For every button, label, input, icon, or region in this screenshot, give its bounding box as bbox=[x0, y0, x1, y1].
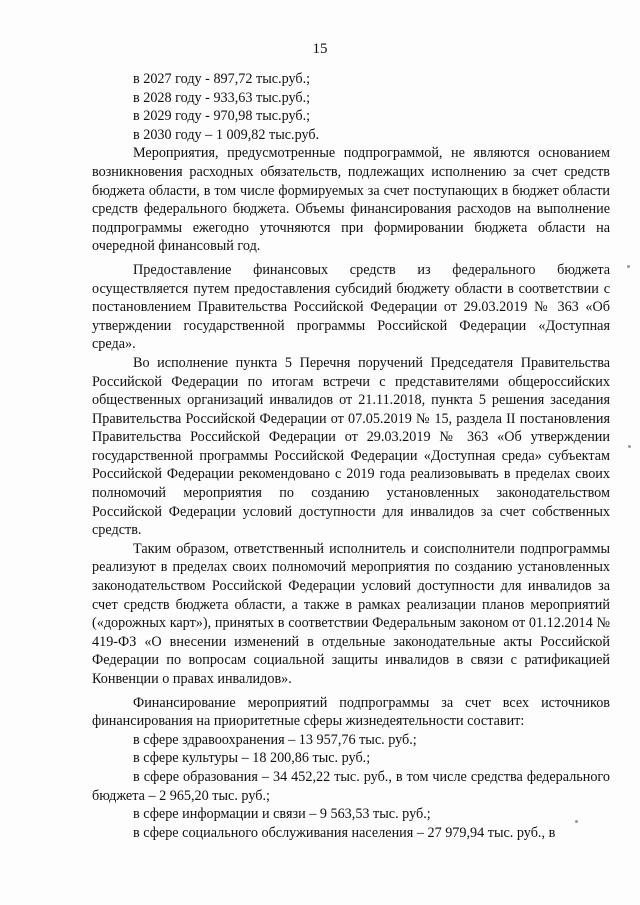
amount-line-2030: в 2030 году – 1 009,82 тыс.руб. bbox=[133, 126, 320, 143]
sphere-information: в сфере информации и связи – 9 563,53 тыс. руб.; bbox=[133, 806, 431, 823]
paragraph-financing-intro: Финансирование мероприятий подпрограммы за счет всех источников финансирования на приоритетные сферы жизнедеятельности составит: bbox=[92, 694, 610, 730]
document-body bbox=[92, 70, 610, 842]
paragraph-responsible-executor: Таким образом, ответственный исполнитель и соисполнители подпрограммы реализуют в пределах своих полномочий мероприятия по созданию установленных законодательством Российской Федерации условий доступности для инвалидов за счет средств бюджета области, а также в рамках реализации планов мероприятий («дорожных карт»), принятых в соответствии Федеральным законом от 01.12.2014 № 419-ФЗ «О внесении изменений в отдельные законодательные акты Российской Федерации по вопросам социальной защиты инвалидов в связи с ратификацией Конвенции о правах инвалидов». bbox=[92, 540, 610, 687]
paragraph-budget-obligations: Мероприятия, предусмотренные подпрограммой, не являются основанием возникновения расходных обязательств, подлежащих исполнению за счет средств бюджета области, в том числе формируемых за счет поступающих в бюджет области средств федерального бюджета. Объемы финансирования расходов на выполнение подпрограммы ежегодно уточняются при формировании бюджета области на очередной финансовый год. bbox=[92, 145, 610, 255]
scan-speck bbox=[627, 265, 630, 268]
amount-line-2027: в 2027 году - 897,72 тыс.руб.; bbox=[133, 71, 311, 87]
sphere-health: в сфере здравоохранения – 13 957,76 тыс. руб.; bbox=[133, 731, 417, 748]
paragraph-instructions: Во исполнение пункта 5 Перечня поручений Председателя Правительства Российской Федерации по итогам встречи с представителями общероссийских общественных организаций инвалидов от 21.11.2018, пункта 5 решения заседания Правительства Российской Федерации от 07.05.2019 № 15, раздела II постановления Правительства Российской Федерации от 29.03.2019 № 363 «Об утверждении государственной программы Российской Федерации «Доступная среда» субъектам Российской Федерации рекомендовано с 2019 года реализовывать в пределах своих полномочий мероприятия по созданию установленных законодательством Российской Федерации условий доступности для инвалидов за счет собственных средств. bbox=[92, 354, 610, 539]
paragraph-federal-funds: Предоставление финансовых средств из федерального бюджета осуществляется путем предоставления субсидий бюджету области в соответствии с постановлением Правительства Российской Федерации от 29.03.2019 № 363 «Об утверждении государственной программы Российской Федерации «Доступная среда». bbox=[92, 261, 610, 353]
scan-speck bbox=[575, 820, 578, 823]
scan-speck bbox=[628, 445, 631, 448]
sphere-education: в сфере образования – 34 452,22 тыс. руб., в том числе средства федерального бюджета – 2 965,20 тыс. руб.; bbox=[92, 768, 610, 804]
amount-line-2028: в 2028 году - 933,63 тыс.руб.; bbox=[133, 89, 311, 106]
sphere-culture: в сфере культуры – 18 200,86 тыс. руб.; bbox=[133, 750, 371, 767]
amount-line-2029: в 2029 году - 970,98 тыс.руб.; bbox=[133, 108, 311, 125]
sphere-social: в сфере социального обслуживания населения – 27 979,94 тыс. руб., в bbox=[133, 824, 556, 841]
page-number: 15 bbox=[312, 41, 328, 57]
